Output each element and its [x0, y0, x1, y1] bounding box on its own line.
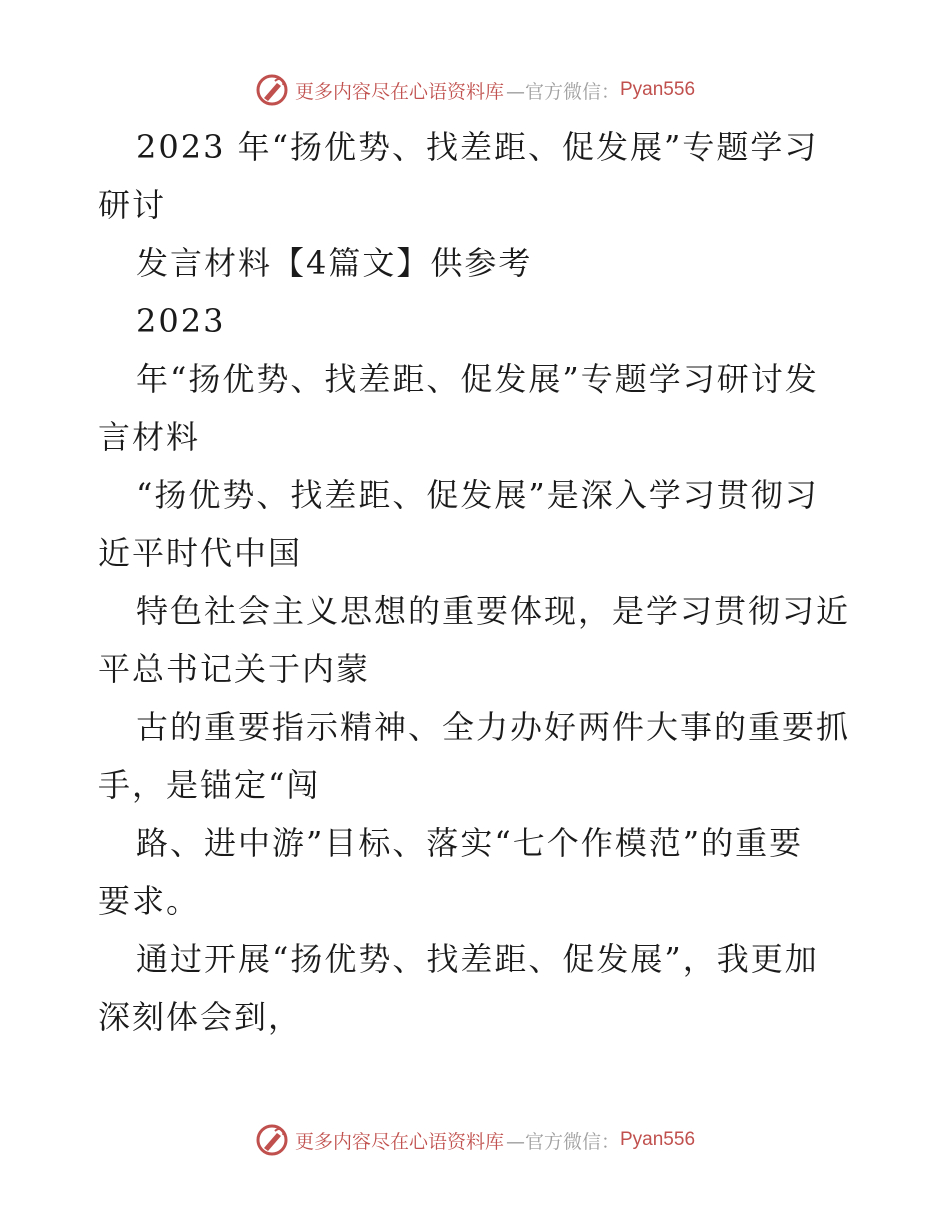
- text-line: 2023: [136, 302, 226, 340]
- header-watermark: [0, 70, 950, 110]
- watermark-separator: —官方微信：: [505, 1130, 620, 1153]
- text-line: 年“扬优势、找差距、促发展”专题学习研讨发: [136, 360, 819, 398]
- text-line: 发言材料【4篇文】供参考: [136, 244, 533, 282]
- watermark-separator: —官方微信：: [505, 80, 620, 103]
- text-line: 言材料: [98, 418, 201, 456]
- text-line: 2023 年“扬优势、找差距、促发展”专题学习: [136, 128, 819, 166]
- text-line: 平总书记关于内蒙: [98, 650, 371, 688]
- pen-logo-icon: [255, 1123, 289, 1157]
- watermark-wechat-id: Pyan556: [620, 79, 696, 100]
- text-line: 通过开展“扬优势、找差距、促发展”，我更加: [136, 940, 819, 978]
- text-line: 深刻体会到，: [98, 998, 303, 1036]
- text-line: “扬优势、找差距、促发展”是深入学习贯彻习: [136, 476, 819, 514]
- watermark-title: 更多内容尽在心语资料库: [294, 1130, 504, 1153]
- watermark-title: 更多内容尽在心语资料库: [294, 80, 504, 103]
- text-line: 特色社会主义思想的重要体现，是学习贯彻习近: [136, 592, 851, 630]
- text-line: 研讨: [98, 186, 167, 224]
- watermark-wechat-id: Pyan556: [620, 1129, 696, 1150]
- text-line: 路、进中游”目标、落实“七个作模范”的重要: [136, 824, 804, 862]
- pen-logo-icon: [255, 73, 289, 107]
- document-body: [98, 118, 858, 1046]
- text-line: 古的重要指示精神、全力办好两件大事的重要抓: [136, 708, 851, 746]
- text-line: 要求。: [98, 882, 201, 920]
- text-line: 手，是锚定“闯: [98, 766, 321, 804]
- footer-watermark: [0, 1120, 950, 1160]
- text-line: 近平时代中国: [98, 534, 303, 572]
